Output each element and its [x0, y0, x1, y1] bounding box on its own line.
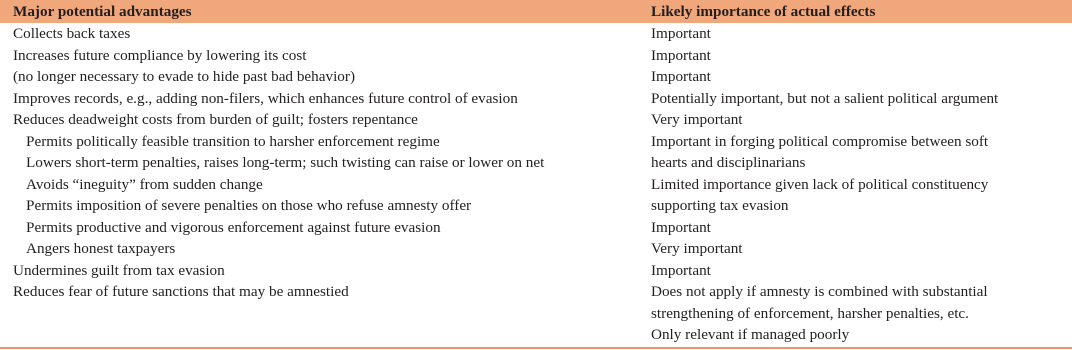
advantage-text: Reduces deadweight costs from burden of guilt; fosters repentance	[13, 111, 418, 128]
advantage-subitem: Angers honest taxpayers	[26, 240, 176, 257]
importance-text: Important	[651, 218, 711, 236]
importance-text: Very important	[651, 240, 743, 257]
importance-text: strengthening of enforcement, harsher penalties, etc.	[651, 304, 969, 322]
importance-text: Limited importance given lack of political constituency	[651, 175, 989, 193]
advantage-text: Increases future compliance by lowering its cost	[13, 46, 307, 64]
advantage-text: Undermines guilt from tax evasion	[13, 261, 225, 279]
advantage-text: Reduces fear of future sanctions that may be amnestied	[13, 283, 349, 300]
importance-text: supporting tax evasion	[651, 197, 789, 214]
importance-text: Important in forging political compromise between soft	[651, 132, 989, 150]
importance-text: Important	[651, 46, 711, 64]
importance-text: Important	[651, 25, 711, 42]
header-advantages: Major potential advantages	[13, 3, 192, 20]
advantage-subitem: Permits productive and vigorous enforcement against future evasion	[26, 218, 441, 236]
importance-text: hearts and disciplinarians	[651, 154, 806, 171]
importance-text: Potentially important, but not a salient political argument	[651, 89, 999, 107]
advantage-subitem: Avoids “ineguity” from sudden change	[26, 175, 263, 193]
advantage-text: Improves records, e.g., adding non-filers, which enhances future control of evasion	[13, 89, 518, 107]
advantage-subitem: Lowers short-term penalties, raises long-term; such twisting can raise or lower on net	[26, 154, 545, 171]
table-header	[0, 0, 1072, 23]
importance-text: Very important	[651, 111, 743, 128]
importance-text: Important	[651, 261, 711, 279]
importance-text: Only relevant if managed poorly	[651, 326, 850, 343]
advantage-text: (no longer necessary to evade to hide past bad behavior)	[13, 68, 356, 85]
header-importance: Likely importance of actual effects	[651, 3, 876, 20]
importance-text: Important	[651, 68, 711, 85]
table-bottom-rule	[0, 347, 1072, 349]
importance-text: Does not apply if amnesty is combined with substantial	[651, 283, 988, 300]
advantage-text: Collects back taxes	[13, 25, 131, 42]
advantage-subitem: Permits politically feasible transition to harsher enforcement regime	[26, 132, 440, 150]
advantage-subitem: Permits imposition of severe penalties on those who refuse amnesty offer	[26, 197, 472, 214]
